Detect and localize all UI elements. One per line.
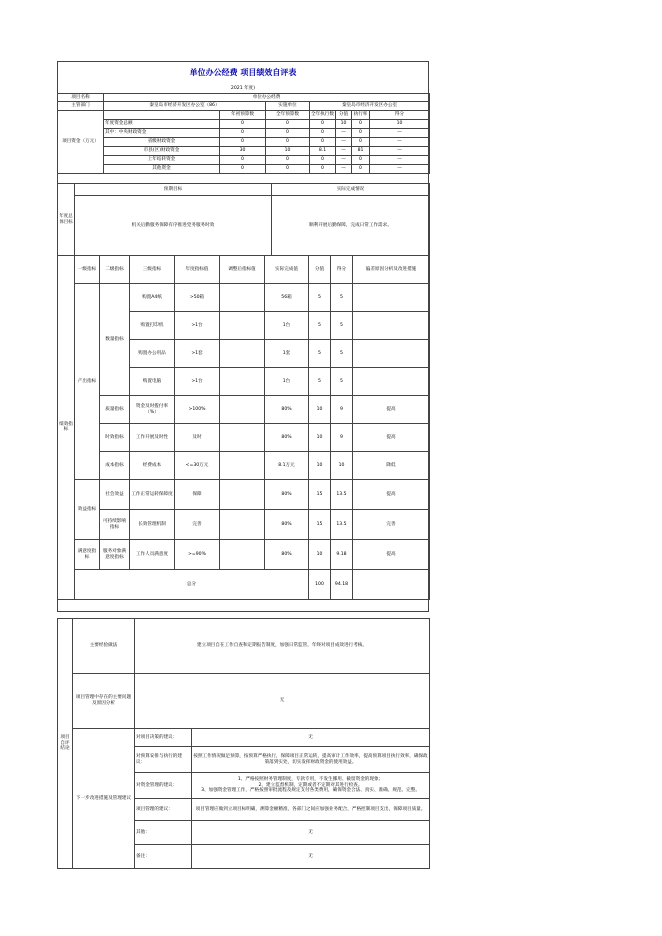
ind-header-4: 年度指标值 (175, 256, 220, 284)
funds-header-6: 得分 (370, 111, 430, 120)
ind-third: 工作正常运转保障度 (130, 480, 175, 510)
ind-third: 工作开展及时性 (130, 424, 175, 452)
funds-row-name: 其他资金 (104, 165, 220, 174)
impl-value: 秦皇岛市经济开发区办公室 (310, 102, 430, 111)
funds-row-name: 上年结转资金 (104, 156, 220, 165)
project-name-label: 项目名称 (58, 94, 104, 102)
ind-adjusted (220, 540, 265, 570)
ind-header-5: 调整后指标值 (220, 256, 265, 284)
dept-value: 秦皇岛市经济开发区办公室（86） (104, 102, 266, 111)
indicator-row (58, 480, 430, 510)
ind-header-1: 一级指标 (75, 256, 100, 284)
satisfaction-label: 满意度指标 (75, 540, 100, 570)
funds-row (58, 165, 430, 174)
time-label: 时效指标 (100, 424, 130, 452)
funds-cell: 0 (266, 120, 310, 129)
expected-goal-text: 机关后勤服务保障有序推进党务服务时效 (75, 196, 272, 256)
funds-cell: 81 (352, 147, 370, 156)
ind-third: 购置打印机 (130, 312, 175, 340)
ind-header-3: 三级指标 (130, 256, 175, 284)
funds-row (58, 156, 430, 165)
problems-text: 无 (135, 674, 430, 729)
ind-note: 提高 (353, 480, 430, 510)
cost-label: 成本指标 (100, 452, 130, 480)
service-label: 服务对象满意度指标 (100, 540, 130, 570)
funds-cell: 8.1 (310, 147, 336, 156)
ind-adjusted (220, 510, 265, 540)
actual-goal-label: 实际完成情况 (272, 184, 430, 196)
experience-text: 建立项目自在工作自查和定期报告制度，加强日常监管，年终对项目成效进行考核。 (135, 619, 430, 674)
dept-label: 主管部门 (58, 102, 104, 111)
ind-header-7: 分值 (309, 256, 331, 284)
ind-got: 13.5 (331, 510, 353, 540)
funds-cell: 0 (352, 129, 370, 138)
funds-cell: 0 (266, 156, 310, 165)
ind-adjusted (220, 368, 265, 396)
suggestion-text: 按照工作情况做足预算，按预算严格执行，保障项目正常运转，提高审计工作效率，提高预算项目执行效率，确保政策落到实处，切实发挥财政资金的使用效益。 (192, 747, 430, 773)
funds-cell: 0 (266, 129, 310, 138)
impl-label: 实施单位 (266, 102, 310, 111)
ind-score: 5 (309, 284, 331, 312)
funds-row (58, 120, 430, 129)
indicator-row (58, 424, 430, 452)
funds-cell: 0 (220, 165, 266, 174)
funds-cell: 0 (220, 156, 266, 165)
output-label: 产出指标 (75, 284, 100, 480)
ind-got: 10 (331, 452, 353, 480)
funds-row-name: 其中：中央财政资金 (104, 129, 220, 138)
goals-table (57, 183, 430, 256)
ind-adjusted (220, 452, 265, 480)
ind-actual: 56箱 (265, 284, 309, 312)
indicator-row (58, 510, 430, 540)
ind-score: 5 (309, 312, 331, 340)
funds-header-2: 全年预算数 (266, 111, 310, 120)
benefit-label: 效益指标 (75, 480, 100, 540)
suggestion-text: 无 (192, 821, 430, 845)
ind-actual: 80% (265, 424, 309, 452)
suggestion-row (58, 729, 430, 747)
funds-row-name: 省级财政资金 (104, 138, 220, 147)
ind-adjusted (220, 396, 265, 424)
funds-cell: 0 (352, 156, 370, 165)
ind-header-9: 偏差原因分析及改进措施 (353, 256, 430, 284)
funds-row-name: 年度资金总额 (104, 120, 220, 129)
total-label: 总分 (75, 570, 309, 600)
page-title: 单位办公经费 项目绩效自评表 (189, 67, 297, 77)
ind-actual: 80% (265, 510, 309, 540)
total-got: 94.18 (331, 570, 353, 600)
ind-note (353, 340, 430, 368)
suggestion-text: 1、严格按照财务管理制度，专款专用，不发生挪用、截留资金的现象； 2、建立监督机制，定期或者不定期对其进行检查。 3、加强资金管理工作，严格按照审批流程及规定支付各类费用，确保资金合法、真实、准确、规范、完整。 (192, 773, 430, 799)
funds-cell: — (370, 156, 430, 165)
suggestion-label: 对项目决策的建议： (135, 729, 192, 747)
basic-info-table (57, 93, 430, 111)
ind-score: 15 (309, 510, 331, 540)
total-row (58, 570, 430, 600)
ind-target: >1台 (175, 312, 220, 340)
ind-note: 提高 (353, 396, 430, 424)
ind-score: 10 (309, 452, 331, 480)
ind-third: 工作人员满意度 (130, 540, 175, 570)
suggestion-label: 对预算安排与执行的建议： (135, 747, 192, 773)
ind-target: >50箱 (175, 284, 220, 312)
indicators-table (57, 255, 430, 600)
funds-cell: 0 (352, 165, 370, 174)
ind-adjusted (220, 312, 265, 340)
funds-cell: — (336, 165, 352, 174)
indicator-row (58, 284, 430, 312)
funds-table (57, 110, 430, 174)
ind-note (353, 368, 430, 396)
ind-actual: 1套 (265, 340, 309, 368)
ind-note (353, 284, 430, 312)
actual-goal-text: 顺利开展后勤保障，完成日常工作需求。 (272, 196, 430, 256)
funds-cell: — (336, 156, 352, 165)
ind-adjusted (220, 424, 265, 452)
ind-score: 5 (309, 340, 331, 368)
ind-note (353, 312, 430, 340)
ind-actual: 80% (265, 396, 309, 424)
ind-third: 资金及时拨付率（%） (130, 396, 175, 424)
conclusion-label: 项目自评结论 (58, 619, 73, 869)
ind-target: >100% (175, 396, 220, 424)
ind-actual: 8.1万元 (265, 452, 309, 480)
suggestion-text: 项目管理应做到立项目标明确，测算金额精准，各部门之间应加强业务配合，严格控制项目支出，保障项目质量。 (192, 799, 430, 821)
ind-adjusted (220, 480, 265, 510)
quality-label: 质量指标 (100, 396, 130, 424)
ind-actual: 80% (265, 480, 309, 510)
funds-header-4: 分值 (336, 111, 352, 120)
total-score: 100 (309, 570, 331, 600)
ind-note: 提高 (353, 424, 430, 452)
suggestion-text: 无 (192, 729, 430, 747)
problems-label: 项目管理中存在的主要问题及原因分析 (73, 674, 135, 729)
ind-header-8: 得分 (331, 256, 353, 284)
funds-cell: 0 (352, 138, 370, 147)
funds-cell: 10 (266, 147, 310, 156)
perf-label: 绩效指标 (58, 256, 75, 600)
ind-note: 提高 (353, 540, 430, 570)
ind-header-2: 二级指标 (100, 256, 130, 284)
ind-note: 降低 (353, 452, 430, 480)
conclusion-table (57, 618, 430, 869)
suggestion-label: 备注： (135, 845, 192, 869)
ind-actual: 1台 (265, 368, 309, 396)
funds-cell: 0 (310, 165, 336, 174)
funds-cell: — (336, 129, 352, 138)
funds-cell: 10 (336, 120, 352, 129)
ind-header-6: 实际完成值 (265, 256, 309, 284)
funds-row (58, 147, 430, 156)
ind-adjusted (220, 284, 265, 312)
funds-cell: 0 (220, 129, 266, 138)
funds-cell: — (336, 147, 352, 156)
ind-got: 5 (331, 312, 353, 340)
funds-row (58, 138, 430, 147)
funds-cell: 0 (220, 138, 266, 147)
ind-score: 10 (309, 540, 331, 570)
ind-got: 9 (331, 396, 353, 424)
header-table (57, 61, 429, 93)
funds-header-3: 全年执行数 (310, 111, 336, 120)
ind-got: 13.5 (331, 480, 353, 510)
experience-label: 主要经验做法 (73, 619, 135, 674)
ind-score: 10 (309, 396, 331, 424)
funds-cell: 0 (266, 138, 310, 147)
funds-cell: — (370, 138, 430, 147)
funds-cell: 0 (266, 165, 310, 174)
ind-third: 购置电脑 (130, 368, 175, 396)
ind-target: >1台 (175, 368, 220, 396)
ind-score: 15 (309, 480, 331, 510)
funds-cell: 0 (352, 120, 370, 129)
funds-cell: 10 (370, 120, 430, 129)
ind-target: >1套 (175, 340, 220, 368)
sustain-label: 可持续影响指标 (100, 510, 130, 540)
funds-label: 项目资金（万元） (58, 111, 104, 174)
suggestion-label: 项目管理的建议： (135, 799, 192, 821)
funds-row (58, 129, 430, 138)
ind-got: 5 (331, 368, 353, 396)
ind-got: 9.18 (331, 540, 353, 570)
funds-cell: 0 (310, 120, 336, 129)
year-label: 2021 年度) (230, 85, 256, 91)
expected-goal-label: 预期目标 (75, 184, 272, 196)
ind-third: 经费成本 (130, 452, 175, 480)
ind-target: 及时 (175, 424, 220, 452)
ind-target: 保障 (175, 480, 220, 510)
funds-cell: — (370, 129, 430, 138)
funds-cell: — (370, 165, 430, 174)
funds-cell: 0 (310, 129, 336, 138)
ind-third: 购置A4纸 (130, 284, 175, 312)
ind-score: 10 (309, 424, 331, 452)
ind-target: >=90% (175, 540, 220, 570)
ind-actual: 1台 (265, 312, 309, 340)
next-label: 下一步改进措施及管理建议 (73, 729, 135, 869)
indicator-row (58, 540, 430, 570)
ind-target: 完善 (175, 510, 220, 540)
ind-third: 购置办公用品 (130, 340, 175, 368)
indicator-row (58, 396, 430, 424)
project-name-value: 单位办公经费 (104, 94, 430, 102)
suggestion-text: 无 (192, 845, 430, 869)
funds-cell: — (336, 138, 352, 147)
indicator-row (58, 452, 430, 480)
quantity-label: 数量指标 (100, 284, 130, 396)
ind-target: <=30万元 (175, 452, 220, 480)
funds-cell: 30 (220, 147, 266, 156)
funds-row-name: 市县(区)财政资金 (104, 147, 220, 156)
social-label: 社会效益 (100, 480, 130, 510)
ind-third: 长效管理机制 (130, 510, 175, 540)
funds-header-5: 执行率 (352, 111, 370, 120)
ind-score: 5 (309, 368, 331, 396)
funds-header-1: 年初预算数 (220, 111, 266, 120)
ind-note: 完善 (353, 510, 430, 540)
ind-adjusted (220, 340, 265, 368)
ind-actual: 80% (265, 540, 309, 570)
funds-cell: 0 (220, 120, 266, 129)
funds-cell: 0 (310, 138, 336, 147)
goals-label: 年度总体目标 (58, 184, 75, 256)
ind-got: 5 (331, 284, 353, 312)
funds-cell: 0 (310, 156, 336, 165)
suggestion-label: 其他： (135, 821, 192, 845)
ind-got: 5 (331, 340, 353, 368)
suggestion-label: 对资金管理的建议： (135, 773, 192, 799)
funds-cell: — (370, 147, 430, 156)
ind-got: 9 (331, 424, 353, 452)
